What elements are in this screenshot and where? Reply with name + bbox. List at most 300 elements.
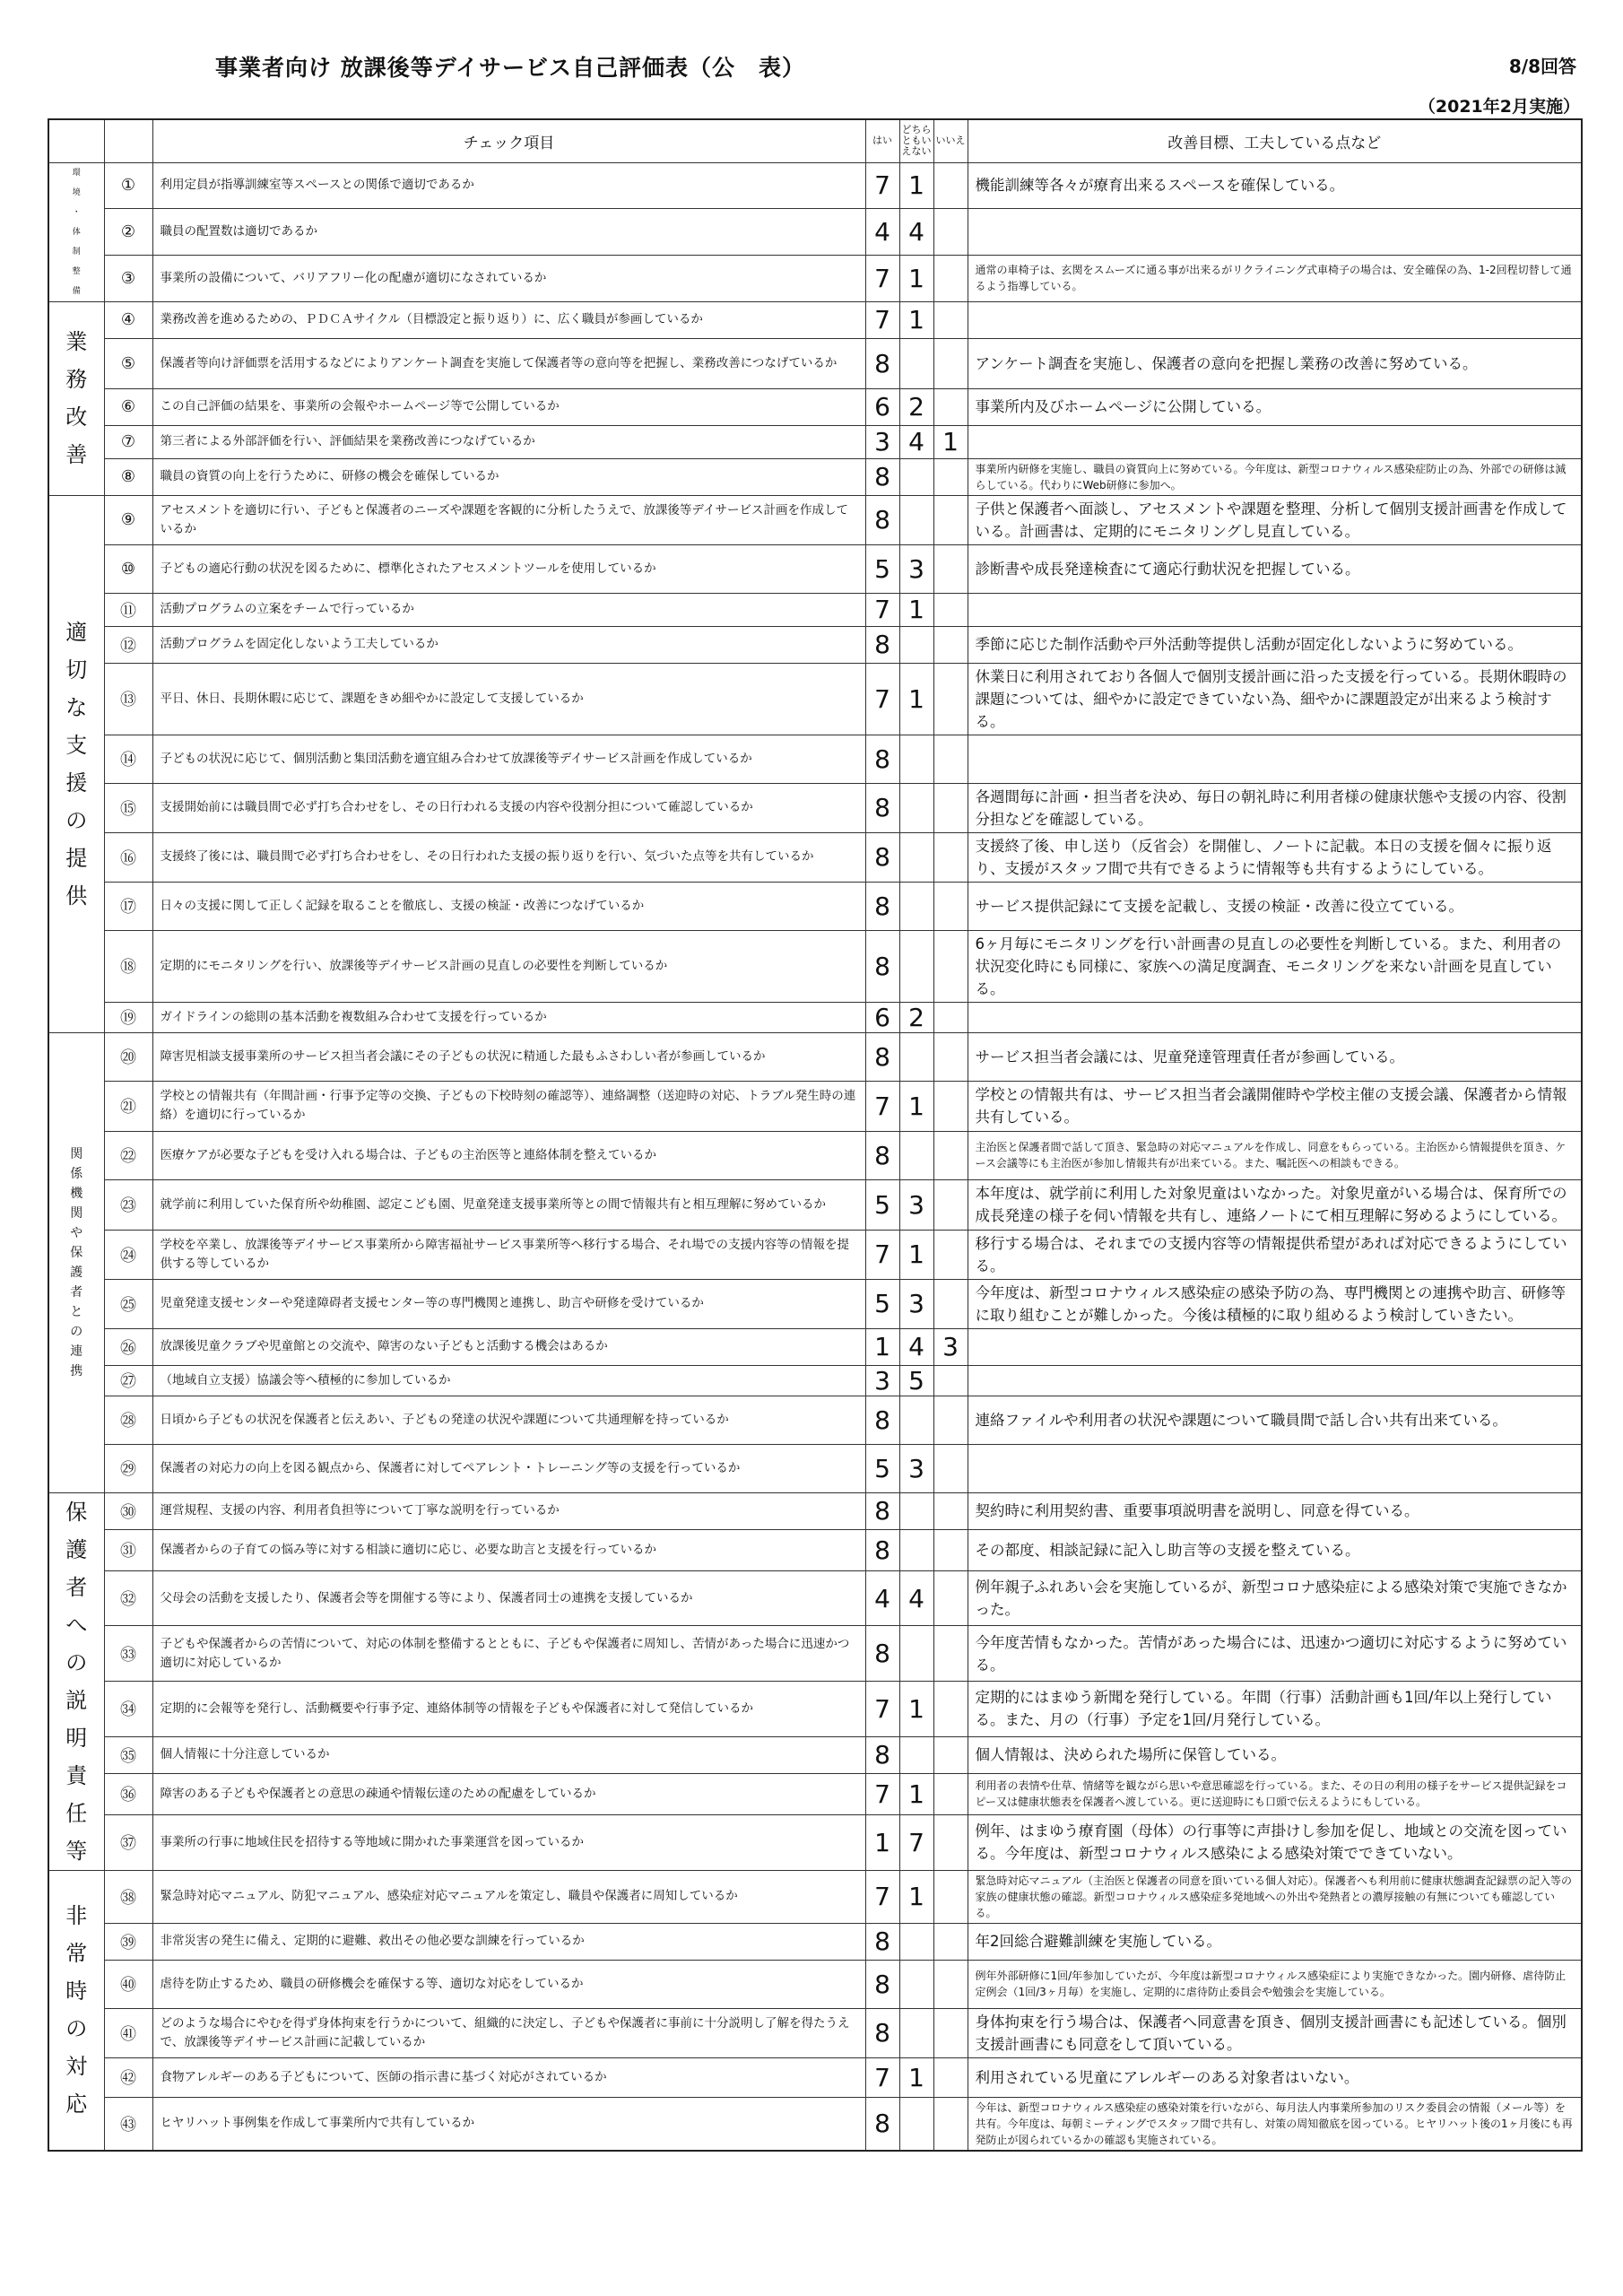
check-item: 子どもの適応行動の状況を図るために、標準化されたアセスメントツールを使用しているか — [152, 544, 865, 593]
no-count — [933, 663, 968, 735]
neutral-count: 4 — [899, 1328, 933, 1365]
item-number: ⑩ — [104, 544, 152, 593]
no-count — [933, 2008, 968, 2057]
neutral-count: 5 — [899, 1365, 933, 1396]
neutral-count: 1 — [899, 2057, 933, 2097]
table-row — [48, 832, 1582, 882]
check-item: 子どもの状況に応じて、個別活動と集団活動を適宜組み合わせて放課後等デイサービス計画を作成しているか — [152, 735, 865, 783]
improvement-note: 主治医と保護者間で話して頂き、緊急時の対応マニュアルを作成し、同意をもらっている。主治医から情報提供を頂き、ケース会議等にも主治医が参加し情報共有が出来ている。また、嘱託医への相談もできる。 — [968, 1131, 1582, 1179]
table-row — [48, 783, 1582, 832]
table-row — [48, 1396, 1582, 1444]
neutral-count — [899, 832, 933, 882]
no-count — [933, 783, 968, 832]
item-number: ㊷ — [104, 2057, 152, 2097]
item-number: ㊱ — [104, 1773, 152, 1814]
improvement-note — [968, 1328, 1582, 1365]
item-number: ㉛ — [104, 1529, 152, 1570]
yes-count: 7 — [865, 663, 899, 735]
item-number: ⑭ — [104, 735, 152, 783]
no-count — [933, 930, 968, 1002]
yes-count: 7 — [865, 1773, 899, 1814]
table-row — [48, 1736, 1582, 1773]
item-number: ⑫ — [104, 626, 152, 663]
table-row — [48, 2097, 1582, 2151]
improvement-note: 各週間毎に計画・担当者を決め、毎日の朝礼時に利用者様の健康状態や支援の内容、役割分担などを確認している。 — [968, 783, 1582, 832]
neutral-count: 4 — [899, 1570, 933, 1626]
table-row — [48, 1365, 1582, 1396]
no-count — [933, 388, 968, 425]
neutral-count: 1 — [899, 1870, 933, 1923]
table-row — [48, 2057, 1582, 2097]
no-count — [933, 1444, 968, 1492]
yes-count: 7 — [865, 593, 899, 626]
improvement-note: 例年、はまゆう療育園（母体）の行事等に声掛けし参加を促し、地域との交流を図っている。今年度は、新型コロナウィルス感染による感染対策でできていない。 — [968, 1814, 1582, 1870]
check-item: アセスメントを適切に行い、子どもと保護者のニーズや課題を客観的に分析したうえで、放課後等デイサービス計画を作成しているか — [152, 495, 865, 544]
improvement-note: 診断書や成長発達検査にて適応行動状況を把握している。 — [968, 544, 1582, 593]
improvement-note: 通常の車椅子は、玄関をスムーズに通る事が出来るがリクライニング式車椅子の場合は、安全確保の為、1-2回程切替して通るよう指導している。 — [968, 255, 1582, 301]
neutral-count — [899, 495, 933, 544]
neutral-count — [899, 458, 933, 495]
yes-count: 8 — [865, 1396, 899, 1444]
check-item: 保護者等向け評価票を活用するなどによりアンケート調査を実施して保護者等の意向等を把握し、業務改善につなげているか — [152, 338, 865, 388]
neutral-count: 3 — [899, 1444, 933, 1492]
category-cooperation: 関 係 機 関 や 保 護 者 と の 連 携 — [48, 1032, 104, 1492]
improvement-note: その都度、相談記録に記入し助言等の支援を整えている。 — [968, 1529, 1582, 1570]
improvement-note: 休業日に利用されており各個人で個別支援計画に沿った支援を行っている。長期休暇時の課題については、細やかに設定できていない為、細やかに課題設定が出来るよう検討する。 — [968, 663, 1582, 735]
check-item: 支援開始前には職員間で必ず打ち合わせをし、その日行われる支援の内容や役割分担について確認しているか — [152, 783, 865, 832]
improvement-note: 年2回総合避難訓練を実施している。 — [968, 1923, 1582, 1960]
neutral-count: 1 — [899, 593, 933, 626]
table-row — [48, 1179, 1582, 1230]
check-item: どのような場合にやむを得ず身体拘束を行うかについて、組織的に決定し、子どもや保護者に事前に十分説明し了解を得たうえで、放課後等デイサービス計画に記載しているか — [152, 2008, 865, 2057]
improvement-note — [968, 209, 1582, 256]
yes-count: 6 — [865, 1002, 899, 1032]
no-count — [933, 1230, 968, 1279]
no-count — [933, 1814, 968, 1870]
check-item: 食物アレルギーのある子どもについて、医師の指示書に基づく対応がされているか — [152, 2057, 865, 2097]
improvement-note — [968, 1002, 1582, 1032]
item-number: ㊳ — [104, 1870, 152, 1923]
item-number: ㊸ — [104, 2097, 152, 2151]
yes-count: 8 — [865, 1492, 899, 1529]
table-row — [48, 209, 1582, 256]
table-row — [48, 1444, 1582, 1492]
neutral-count: 7 — [899, 1814, 933, 1870]
table-header — [48, 119, 1582, 162]
yes-count: 7 — [865, 255, 899, 301]
improvement-note: 身体拘束を行う場合は、保護者へ同意書を頂き、個別支援計画書にも記述している。個別支援計画書にも同意をして頂いている。 — [968, 2008, 1582, 2057]
item-number: ⑪ — [104, 593, 152, 626]
improvement-note: 事業所内及びホームページに公開している。 — [968, 388, 1582, 425]
table-row — [48, 1960, 1582, 2008]
table-row — [48, 338, 1582, 388]
item-number: ④ — [104, 301, 152, 338]
number-header — [104, 119, 152, 162]
no-count — [933, 1131, 968, 1179]
check-item: 障害児相談支援事業所のサービス担当者会議にその子どもの状況に精通した最もふさわしい者が参画しているか — [152, 1032, 865, 1081]
item-number: ㊶ — [104, 2008, 152, 2057]
yes-count: 8 — [865, 1960, 899, 2008]
no-count — [933, 1365, 968, 1396]
yes-count: 7 — [865, 1230, 899, 1279]
item-number: ⑦ — [104, 425, 152, 458]
neutral-count — [899, 1396, 933, 1444]
no-count — [933, 2097, 968, 2151]
category-emergency: 非 常 時 の 対 応 — [48, 1870, 104, 2151]
no-count — [933, 338, 968, 388]
table-row — [48, 735, 1582, 783]
neutral-count — [899, 1923, 933, 1960]
no-count — [933, 495, 968, 544]
improvement-note: サービス担当者会議には、児童発達管理責任者が参画している。 — [968, 1032, 1582, 1081]
item-number: ㉗ — [104, 1365, 152, 1396]
table-row — [48, 663, 1582, 735]
no-count — [933, 162, 968, 209]
improvement-note — [968, 1444, 1582, 1492]
check-item: 保護者の対応力の向上を図る観点から、保護者に対してペアレント・トレーニング等の支援を行っているか — [152, 1444, 865, 1492]
category-environment: 環 境 ・ 体 制 整 備 — [48, 162, 104, 301]
improvement-note: 例年外部研修に1回/年参加していたが、今年度は新型コロナウィルス感染症により実施できなかった。園内研修、虐待防止定例会（1回/3ヶ月毎）を実施し、定期的に虐待防止委員会や勉強会を実施している。 — [968, 1960, 1582, 2008]
improvement-note — [968, 593, 1582, 626]
item-number: ⑧ — [104, 458, 152, 495]
check-item: 利用定員が指導訓練室等スペースとの関係で適切であるか — [152, 162, 865, 209]
yes-count: 5 — [865, 1279, 899, 1328]
yes-count: 8 — [865, 735, 899, 783]
item-number: ㉘ — [104, 1396, 152, 1444]
neutral-count: 3 — [899, 1279, 933, 1328]
table-row — [48, 1870, 1582, 1923]
check-item: 職員の資質の向上を行うために、研修の機会を確保しているか — [152, 458, 865, 495]
table-row — [48, 162, 1582, 209]
item-number: ⑱ — [104, 930, 152, 1002]
neutral-count: 3 — [899, 1179, 933, 1230]
neutral-count: 1 — [899, 663, 933, 735]
no-count — [933, 1179, 968, 1230]
no-count — [933, 255, 968, 301]
neutral-count: 3 — [899, 544, 933, 593]
neutral-count — [899, 1131, 933, 1179]
improvement-note: 例年親子ふれあい会を実施しているが、新型コロナ感染症による感染対策で実施できなかった。 — [968, 1570, 1582, 1626]
category-business: 業 務 改 善 — [48, 301, 104, 495]
item-number: ㉞ — [104, 1681, 152, 1736]
neutral-count — [899, 1529, 933, 1570]
yes-count: 8 — [865, 495, 899, 544]
category-accountability: 保 護 者 へ の 説 明 責 任 等 — [48, 1492, 104, 1870]
check-item: 定期的にモニタリングを行い、放課後等デイサービス計画の見直しの必要性を判断しているか — [152, 930, 865, 1002]
item-number: ⑤ — [104, 338, 152, 388]
no-count — [933, 301, 968, 338]
no-count — [933, 458, 968, 495]
check-item: ガイドラインの総則の基本活動を複数組み合わせて支援を行っているか — [152, 1002, 865, 1032]
item-number: ② — [104, 209, 152, 256]
no-count — [933, 593, 968, 626]
check-item: 緊急時対応マニュアル、防犯マニュアル、感染症対応マニュアルを策定し、職員や保護者に周知しているか — [152, 1870, 865, 1923]
improvement-note: アンケート調査を実施し、保護者の意向を把握し業務の改善に努めている。 — [968, 338, 1582, 388]
table-row — [48, 301, 1582, 338]
check-item: 活動プログラムの立案をチームで行っているか — [152, 593, 865, 626]
table-row — [48, 1681, 1582, 1736]
check-item: 日々の支援に関して正しく記録を取ることを徹底し、支援の検証・改善につなげているか — [152, 882, 865, 930]
yes-count: 8 — [865, 1131, 899, 1179]
table-row — [48, 1773, 1582, 1814]
no-count — [933, 1736, 968, 1773]
table-row — [48, 1081, 1582, 1131]
check-item: 平日、休日、長期休暇に応じて、課題をきめ細やかに設定して支援しているか — [152, 663, 865, 735]
item-number: ㊴ — [104, 1923, 152, 1960]
no-count — [933, 1570, 968, 1626]
improvement-note: 本年度は、就学前に利用した対象児童はいなかった。対象児童がいる場合は、保育所での成長発達の様子を伺い情報を共有し、連絡ノートにて相互理解に努めるようにしている。 — [968, 1179, 1582, 1230]
table-row — [48, 1529, 1582, 1570]
check-item: この自己評価の結果を、事業所の会報やホームページ等で公開しているか — [152, 388, 865, 425]
no-count — [933, 1529, 968, 1570]
yes-count: 5 — [865, 544, 899, 593]
item-number: ⑲ — [104, 1002, 152, 1032]
improvement-note: 子供と保護者へ面談し、アセスメントや課題を整理、分析して個別支援計画書を作成している。計画書は、定期的にモニタリングし見直している。 — [968, 495, 1582, 544]
improvement-note: 個人情報は、決められた場所に保管している。 — [968, 1736, 1582, 1773]
item-number: ㉝ — [104, 1626, 152, 1682]
item-number: ⑳ — [104, 1032, 152, 1081]
neutral-count: 1 — [899, 255, 933, 301]
improvement-note: 支援終了後、申し送り（反省会）を開催し、ノートに記載。本日の支援を個々に振り返り、支援がスタッフ間で共有できるように情報等も共有するようにしている。 — [968, 832, 1582, 882]
no-header: いいえ — [933, 119, 968, 162]
yes-count: 8 — [865, 338, 899, 388]
table-row — [48, 1570, 1582, 1626]
yes-count: 3 — [865, 1365, 899, 1396]
no-count — [933, 209, 968, 256]
yes-count: 7 — [865, 162, 899, 209]
table-row — [48, 593, 1582, 626]
neutral-count: 1 — [899, 1773, 933, 1814]
item-number: ㉕ — [104, 1279, 152, 1328]
no-count — [933, 2057, 968, 2097]
item-number: ⑯ — [104, 832, 152, 882]
check-item: 保護者からの子育ての悩み等に対する相談に適切に応じ、必要な助言と支援を行っているか — [152, 1529, 865, 1570]
item-number: ⑰ — [104, 882, 152, 930]
no-count — [933, 626, 968, 663]
yes-count: 8 — [865, 832, 899, 882]
neutral-count — [899, 1626, 933, 1682]
check-item: 学校との情報共有（年間計画・行事予定等の交換、子どもの下校時刻の確認等）、連絡調整（送迎時の対応、トラブル発生時の連絡）を適切に行っているか — [152, 1081, 865, 1131]
yes-count: 7 — [865, 1081, 899, 1131]
table-row — [48, 1814, 1582, 1870]
check-item: 定期的に会報等を発行し、活動概要や行事予定、連絡体制等の情報を子どもや保護者に対して発信しているか — [152, 1681, 865, 1736]
neutral-count: 2 — [899, 1002, 933, 1032]
improvement-note: 季節に応じた制作活動や戸外活動等提供し活動が固定化しないように努めている。 — [968, 626, 1582, 663]
yes-count: 8 — [865, 1736, 899, 1773]
improvement-note: 移行する場合は、それまでの支援内容等の情報提供希望があれば対応できるようにしている。 — [968, 1230, 1582, 1279]
table-row — [48, 495, 1582, 544]
no-count — [933, 1870, 968, 1923]
neutral-header: どちらともいえない — [899, 119, 933, 162]
yes-count: 8 — [865, 1923, 899, 1960]
neutral-count — [899, 2097, 933, 2151]
neutral-count — [899, 1736, 933, 1773]
check-item: 個人情報に十分注意しているか — [152, 1736, 865, 1773]
improvement-note: 事業所内研修を実施し、職員の資質向上に努めている。今年度は、新型コロナウィルス感染症防止の為、外部での研修は減らしている。代わりにWeb研修に参加へ。 — [968, 458, 1582, 495]
no-count — [933, 735, 968, 783]
yes-count: 7 — [865, 301, 899, 338]
neutral-count — [899, 783, 933, 832]
no-count: 1 — [933, 425, 968, 458]
neutral-count: 1 — [899, 1681, 933, 1736]
item-number: ⑮ — [104, 783, 152, 832]
table-row — [48, 2008, 1582, 2057]
page-title: 事業者向け 放課後等デイサービス自己評価表（公 表） — [215, 55, 805, 81]
item-number: ③ — [104, 255, 152, 301]
yes-count: 8 — [865, 783, 899, 832]
category-support: 適 切 な 支 援 の 提 供 — [48, 495, 104, 1032]
no-count — [933, 1960, 968, 2008]
check-item: 職員の配置数は適切であるか — [152, 209, 865, 256]
item-number: ㉜ — [104, 1570, 152, 1626]
table-row — [48, 425, 1582, 458]
check-item: 業務改善を進めるための、ＰＤＣＡサイクル（目標設定と振り返り）に、広く職員が参画しているか — [152, 301, 865, 338]
no-count: 3 — [933, 1328, 968, 1365]
table-row — [48, 1230, 1582, 1279]
table-row — [48, 544, 1582, 593]
yes-count: 8 — [865, 458, 899, 495]
improvement-note: 緊急時対応マニュアル（主治医と保護者の同意を頂いている個人対応）。保護者へも利用前に健康状態調査記録票の記入等の家族の健康状態の確認。新型コロナウィルス感染症多発地域への外出や発熱者との濃厚接触の有無についても確認している。 — [968, 1870, 1582, 1923]
neutral-count — [899, 2008, 933, 2057]
no-count — [933, 1396, 968, 1444]
improvement-note: 利用されている児童にアレルギーのある対象者はいない。 — [968, 2057, 1582, 2097]
item-number: ⑥ — [104, 388, 152, 425]
item-number: ① — [104, 162, 152, 209]
check-item: 運営規程、支援の内容、利用者負担等について丁寧な説明を行っているか — [152, 1492, 865, 1529]
check-item: 就学前に利用していた保育所や幼稚園、認定こども園、児童発達支援事業所等との間で情報共有と相互理解に努めているか — [152, 1179, 865, 1230]
check-item: 支援終了後には、職員間で必ず打ち合わせをし、その日行われた支援の振り返りを行い、気づいた点等を共有しているか — [152, 832, 865, 882]
check-item: 障害のある子どもや保護者との意思の疎通や情報伝達のための配慮をしているか — [152, 1773, 865, 1814]
yes-count: 8 — [865, 1626, 899, 1682]
yes-count: 8 — [865, 882, 899, 930]
table-row — [48, 1328, 1582, 1365]
table-row — [48, 882, 1582, 930]
yes-count: 8 — [865, 1032, 899, 1081]
check-item: ヒヤリハット事例集を作成して事業所内で共有しているか — [152, 2097, 865, 2151]
improvement-note: 連絡ファイルや利用者の状況や課題について職員間で話し合い共有出来ている。 — [968, 1396, 1582, 1444]
yes-count: 5 — [865, 1179, 899, 1230]
evaluation-table — [48, 118, 1583, 2152]
yes-count: 4 — [865, 1570, 899, 1626]
table-row — [48, 1626, 1582, 1682]
item-number: ㉚ — [104, 1492, 152, 1529]
item-number: ㉙ — [104, 1444, 152, 1492]
no-count — [933, 1032, 968, 1081]
yes-count: 3 — [865, 425, 899, 458]
category-header — [48, 119, 104, 162]
yes-count: 6 — [865, 388, 899, 425]
check-item: 第三者による外部評価を行い、評価結果を業務改善につなげているか — [152, 425, 865, 458]
neutral-count: 4 — [899, 209, 933, 256]
answer-count: 8/8回答 — [1508, 56, 1576, 77]
improvement-note — [968, 301, 1582, 338]
improvement-note — [968, 735, 1582, 783]
no-count — [933, 544, 968, 593]
yes-count: 7 — [865, 2057, 899, 2097]
item-number: ⑨ — [104, 495, 152, 544]
neutral-count — [899, 626, 933, 663]
no-count — [933, 832, 968, 882]
neutral-count — [899, 1032, 933, 1081]
table-row — [48, 1002, 1582, 1032]
neutral-count — [899, 1492, 933, 1529]
yes-count: 7 — [865, 1681, 899, 1736]
yes-count: 8 — [865, 930, 899, 1002]
yes-count: 8 — [865, 626, 899, 663]
no-count — [933, 1681, 968, 1736]
check-item: 虐待を防止するため、職員の研修機会を確保する等、適切な対応をしているか — [152, 1960, 865, 2008]
no-count — [933, 1002, 968, 1032]
no-count — [933, 1492, 968, 1529]
yes-count: 7 — [865, 1870, 899, 1923]
no-count — [933, 1081, 968, 1131]
yes-count: 8 — [865, 2097, 899, 2151]
improvement-note: 学校との情報共有は、サービス担当者会議開催時や学校主催の支援会議、保護者から情報共有している。 — [968, 1081, 1582, 1131]
yes-count: 8 — [865, 1529, 899, 1570]
neutral-count: 1 — [899, 162, 933, 209]
check-item: 放課後児童クラブや児童館との交流や、障害のない子どもと活動する機会はあるか — [152, 1328, 865, 1365]
item-number: ㉓ — [104, 1179, 152, 1230]
improvement-note: サービス提供記録にて支援を記載し、支援の検証・改善に役立てている。 — [968, 882, 1582, 930]
neutral-count: 2 — [899, 388, 933, 425]
neutral-count — [899, 930, 933, 1002]
improvement-header: 改善目標、工夫している点など — [968, 119, 1582, 162]
table-row — [48, 255, 1582, 301]
no-count — [933, 1626, 968, 1682]
table-row — [48, 1131, 1582, 1179]
check-item: 医療ケアが必要な子どもを受け入れる場合は、子どもの主治医等と連絡体制を整えているか — [152, 1131, 865, 1179]
table-row — [48, 1923, 1582, 1960]
improvement-note: 定期的にはまゆう新聞を発行している。年間（行事）活動計画も1回/年以上発行している。また、月の（行事）予定を1回/月発行している。 — [968, 1681, 1582, 1736]
check-item: 学校を卒業し、放課後等デイサービス事業所から障害福祉サービス事業所等へ移行する場合、それ場での支援内容等の情報を提供する等しているか — [152, 1230, 865, 1279]
yes-count: 1 — [865, 1328, 899, 1365]
no-count — [933, 882, 968, 930]
improvement-note: 契約時に利用契約書、重要事項説明書を説明し、同意を得ている。 — [968, 1492, 1582, 1529]
item-number: ㊲ — [104, 1814, 152, 1870]
no-count — [933, 1923, 968, 1960]
yes-count: 4 — [865, 209, 899, 256]
neutral-count — [899, 735, 933, 783]
improvement-note: 6ヶ月毎にモニタリングを行い計画書の見直しの必要性を判断している。また、利用者の状況変化時にも同様に、家族への満足度調査、モニタリングを来ない計画を見直している。 — [968, 930, 1582, 1002]
check-item: 事業所の行事に地域住民を招待する等地域に開かれた事業運営を図っているか — [152, 1814, 865, 1870]
table-row — [48, 1032, 1582, 1081]
neutral-count: 1 — [899, 1081, 933, 1131]
item-number: ㉔ — [104, 1230, 152, 1279]
table-row — [48, 388, 1582, 425]
check-item: 子どもや保護者からの苦情について、対応の体制を整備するとともに、子どもや保護者に周知し、苦情があった場合に迅速かつ適切に対応しているか — [152, 1626, 865, 1682]
check-item: 活動プログラムを固定化しないよう工夫しているか — [152, 626, 865, 663]
check-item: 日頃から子どもの状況を保護者と伝えあい、子どもの発達の状況や課題について共通理解を持っているか — [152, 1396, 865, 1444]
item-number: ㉖ — [104, 1328, 152, 1365]
check-item-header: チェック項目 — [152, 119, 865, 162]
check-item: 事業所の設備について、バリアフリー化の配慮が適切になされているか — [152, 255, 865, 301]
check-item: 父母会の活動を支援したり、保護者会等を開催する等により、保護者同士の連携を支援しているか — [152, 1570, 865, 1626]
item-number: ㉑ — [104, 1081, 152, 1131]
check-item: （地域自立支援）協議会等へ積極的に参加しているか — [152, 1365, 865, 1396]
table-row — [48, 1492, 1582, 1529]
improvement-note: 今年度は、新型コロナウィルス感染症の感染予防の為、専門機関との連携や助言、研修等に取り組むことが難しかった。今後は積極的に取り組めるよう検討していきたい。 — [968, 1279, 1582, 1328]
neutral-count — [899, 338, 933, 388]
improvement-note: 機能訓練等各々が療育出来るスペースを確保している。 — [968, 162, 1582, 209]
item-number: ㉒ — [104, 1131, 152, 1179]
neutral-count: 4 — [899, 425, 933, 458]
improvement-note — [968, 1365, 1582, 1396]
improvement-note: 今年度苦情もなかった。苦情があった場合には、迅速かつ適切に対応するように努めている。 — [968, 1626, 1582, 1682]
item-number: ㊵ — [104, 1960, 152, 2008]
yes-count: 8 — [865, 2008, 899, 2057]
improvement-note: 今年は、新型コロナウィルス感染症の感染対策を行いながら、毎月法人内事業所参加のリスク委員会の情報（メール等）を共有。今年度は、毎朝ミーティングでスタッフ間で共有し、対策の周知徹底を図っている。ヒヤリハット後の1ヶ月後にも再発防止が図られているかの確認も実施されている。 — [968, 2097, 1582, 2151]
item-number: ⑬ — [104, 663, 152, 735]
